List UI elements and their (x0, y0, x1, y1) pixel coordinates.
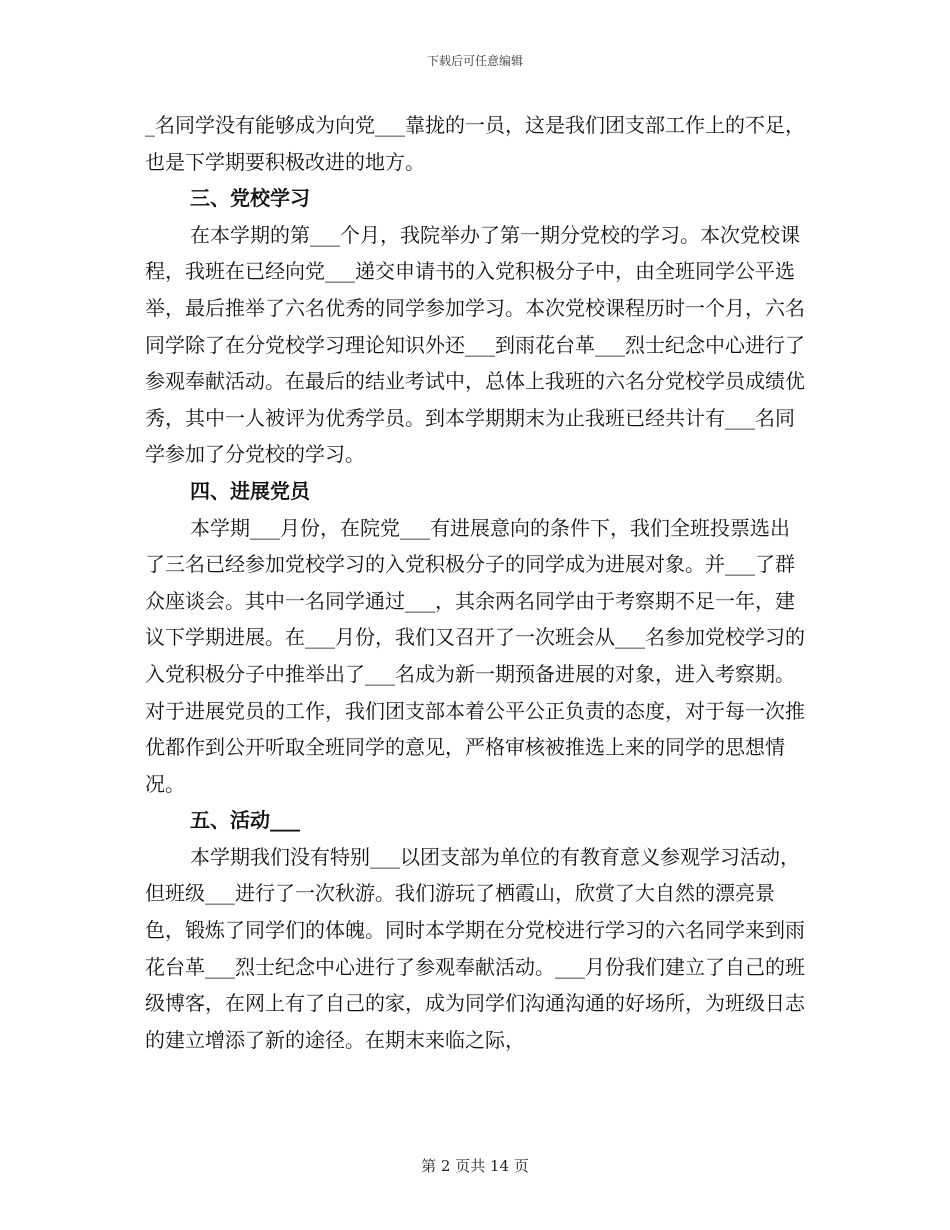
page-number-footer: 第 2 页共 14 页 (421, 1157, 529, 1175)
section-heading-party-members: 四、进展党员 (190, 478, 310, 503)
paragraph-activities: 本学期我们没有特别___以团支部为单位的有教育意义参观学习活动，但班级___进行了一次秋游。我们游玩了栖霞山，欣赏了大自然的漂亮景色，锻炼了同学们的体魄。同时本学期在分党校进行学习的六名同学来到雨花台革___烈士纪念中心进行了参观奉献活动。___月份我们建立了自己的班级博客，在网上有了自己的家，成为同学们沟通沟通的好场所，为班级日志的建立增添了新的途径。在期末来临之际， (145, 844, 805, 1052)
paragraph-party-members: 本学期___月份，在院党___有进展意向的条件下，我们全班投票选出了三名已经参加党校学习的入党积极分子的同学成为进展对象。并___了群众座谈会。其中一名同学通过___，其余两名同学由于考察期不足一年，建议下学期进展。在___月份，我们又召开了一次班会从___名参加党校学习的入党积极分子中推举出了___名成为新一期预备进展的对象，进入考察期。对于进展党员的工作，我们团支部本着公平公正负责的态度，对于每一次推优都作到公开听取全班同学的意见，严格审核被推选上来的同学的思想情况。 (145, 515, 805, 796)
paragraph-party-school: 在本学期的第___个月，我院举办了第一期分党校的学习。本次党校课程，我班在已经向党___递交申请书的入党积极分子中，由全班同学公平选举，最后推举了六名优秀的同学参加学习。本次党校课程历时一个月，六名同学除了在分党校学习理论知识外还___到雨花台革___烈士纪念中心进行了参观奉献活动。在最后的结业考试中，总体上我班的六名分党校学员成绩优秀，其中一人被评为优秀学员。到本学期期末为止我班已经共计有___名同学参加了分党校的学习。 (145, 222, 805, 467)
section-heading-activities: 五、活动___ (190, 808, 300, 833)
page-header: 下载后可任意编辑 (426, 54, 523, 68)
section-heading-party-school: 三、党校学习 (190, 186, 310, 211)
document-body (145, 107, 805, 1058)
paragraph-continued: _名同学没有能够成为向党___靠拢的一员，这是我们团支部工作上的不足，也是下学期要积极改进的地方。 (145, 113, 805, 174)
